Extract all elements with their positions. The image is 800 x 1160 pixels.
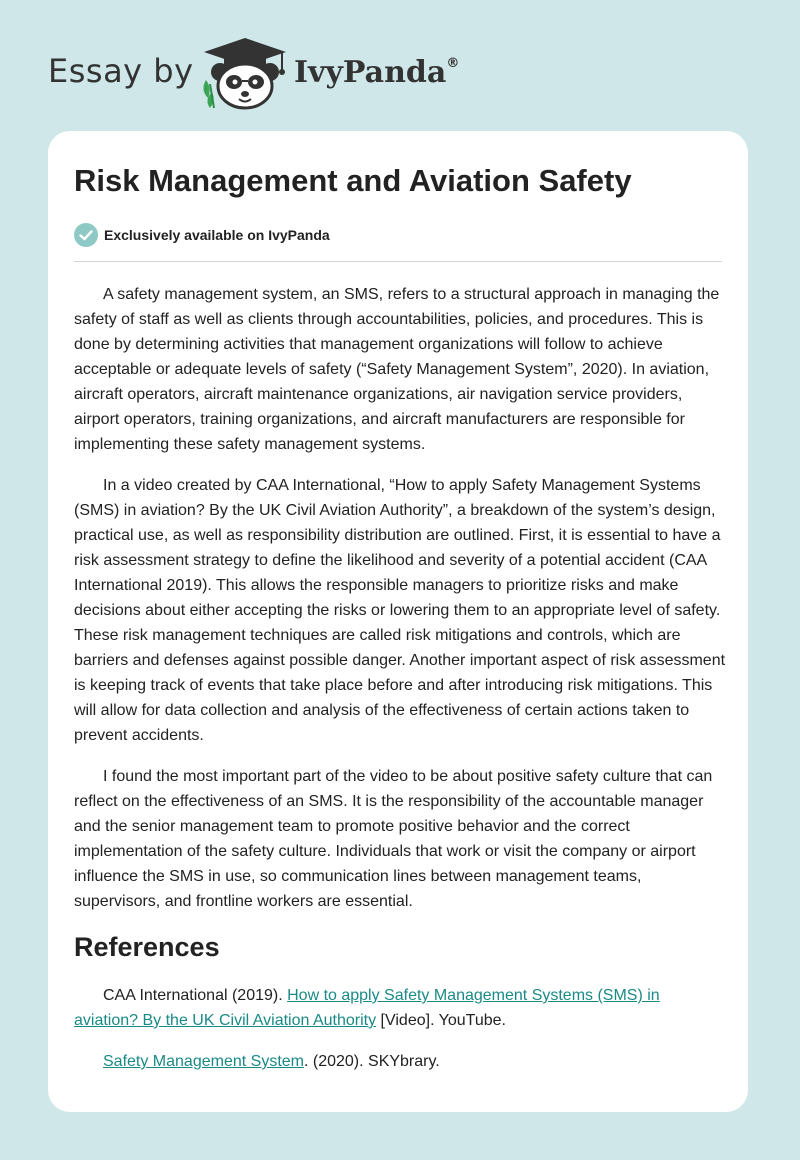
registered-mark: ® bbox=[446, 56, 460, 71]
paragraph-2: In a video created by CAA International, “How to apply Safety Management Systems (SMS) in aviation? By the UK Civil Aviation Authority”, a breakdown of the system’s design, practical use, as well as responsibility distribution are outlined. First, it is essential to have a risk assessment strategy to define the likelihood and severity of a potential accident (CAA International 2019). This allows the responsible managers to prioritize risks and make decisions about either accepting the risks or lowering them to an appropriate level of safety. These risk management techniques are called risk mitigations and controls, which are barriers and defenses against possible danger. Another important aspect of risk assessment is keeping track of events that take place before and after introducing risk mitigations. This will allow for data collection and analysis of the effectiveness of certain actions taken to prevent accidents. bbox=[74, 477, 726, 744]
site-header bbox=[0, 0, 800, 130]
badge-text: Exclusively available on IvyPanda bbox=[104, 227, 330, 243]
essay-card bbox=[48, 131, 748, 1112]
essay-body bbox=[74, 282, 726, 1090]
check-circle-icon bbox=[74, 223, 98, 247]
references-heading: References bbox=[74, 932, 220, 962]
reference-2 bbox=[74, 1049, 726, 1074]
reference-1-source: [Video]. YouTube. bbox=[376, 1012, 506, 1029]
reference-1-author: CAA International (2019). bbox=[103, 987, 288, 1004]
divider bbox=[74, 261, 722, 262]
reference-1-link[interactable]: How to apply Safety Management Systems (SMS) in aviation? By the UK Civil Aviation Authority bbox=[74, 987, 660, 1029]
reference-2-source: . (2020). SKYbrary. bbox=[303, 1053, 440, 1070]
page-title: Risk Management and Aviation Safety bbox=[74, 163, 632, 198]
panda-logo-icon[interactable] bbox=[198, 36, 292, 110]
paragraph-1: A safety management system, an SMS, refers to a structural approach in managing the safety of staff as well as clients through accountabilities, policies, and procedures. This is done by determining activities that management organizations will follow to achieve acceptable or adequate levels of safety (“Safety Management System”, 2020). In aviation, aircraft operators, aircraft maintenance organizations, air navigation service providers, airport operators, training organizations, and aircraft manufacturers are responsible for implementing these safety management systems. bbox=[74, 286, 720, 453]
essay-by-label: Essay by bbox=[48, 52, 194, 90]
reference-2-link[interactable]: Safety Management System bbox=[103, 1053, 304, 1070]
brand-name[interactable] bbox=[294, 55, 459, 90]
exclusive-badge bbox=[74, 222, 330, 248]
brand-text: IvyPanda bbox=[294, 55, 447, 90]
paragraph-3: I found the most important part of the video to be about positive safety culture that can reflect on the effectiveness of an SMS. It is the responsibility of the accountable manager and the senior management team to promote positive behavior and the correct implementation of the safety culture. Individuals that work or visit the company or airport influence the SMS in use, so communication lines between management teams, supervisors, and frontline workers are essential. bbox=[74, 768, 713, 910]
reference-1 bbox=[74, 983, 726, 1033]
